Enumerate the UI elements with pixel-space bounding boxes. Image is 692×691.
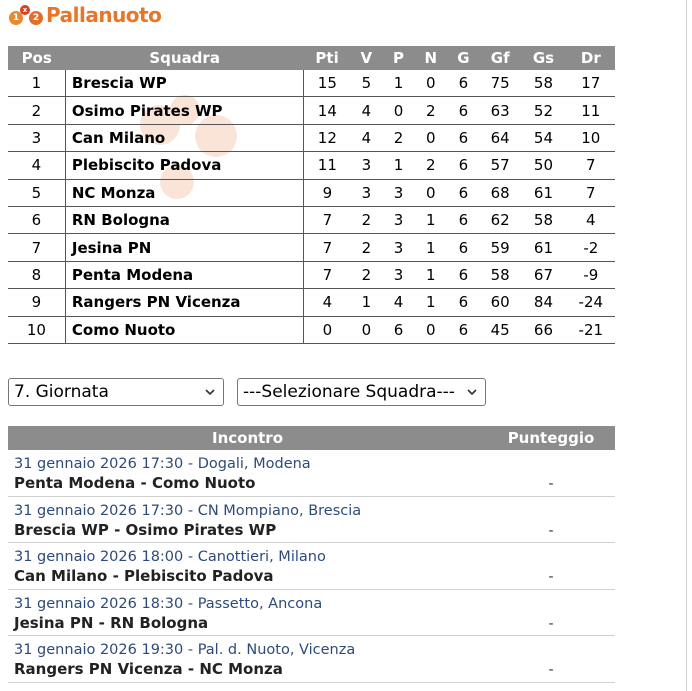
table-cell: 61: [520, 234, 566, 261]
round-select[interactable]: [8, 378, 224, 406]
table-cell: 0: [415, 70, 447, 97]
table-cell: 15: [304, 70, 350, 97]
match-teams: Jesina PN - RN Bologna: [14, 613, 209, 632]
table-cell: 3: [8, 124, 65, 151]
chevron-down-icon: [465, 385, 479, 399]
table-cell: 9: [8, 289, 65, 316]
table-cell: 64: [480, 124, 520, 151]
water-polo-balls-icon: [8, 2, 46, 28]
match-info: 31 gennaio 2026 19:30 - Pal. d. Nuoto, Vicenza: [14, 642, 356, 658]
table-cell: 6: [447, 234, 480, 261]
table-cell: 4: [350, 124, 382, 151]
column-header: Gs: [520, 46, 566, 70]
team-name: Brescia WP: [65, 70, 304, 97]
table-cell: 58: [520, 206, 566, 233]
round-select-value: 7. Giornata: [14, 382, 109, 402]
match-score: -: [548, 615, 554, 632]
team-select-value: ---Selezionare Squadra---: [243, 382, 455, 402]
table-cell: 4: [304, 289, 350, 316]
match-info: 31 gennaio 2026 18:30 - Passetto, Ancona: [14, 595, 323, 612]
table-cell: 2: [8, 97, 65, 124]
table-cell: 7: [304, 206, 350, 233]
table-cell: 4: [350, 97, 382, 124]
table-cell: 2: [382, 124, 414, 151]
table-row: [8, 179, 615, 206]
table-cell: 6: [447, 124, 480, 151]
logo-ball-x: x: [20, 5, 30, 15]
table-row: [8, 152, 615, 179]
table-cell: 59: [480, 234, 520, 261]
team-name: NC Monza: [65, 179, 304, 206]
table-cell: 1: [415, 206, 447, 233]
match-score: -: [548, 476, 554, 492]
table-row: [8, 70, 615, 97]
table-cell: 11: [567, 97, 615, 124]
table-row: [8, 124, 615, 151]
table-cell: 5: [8, 179, 65, 206]
column-header: Dr: [567, 46, 615, 70]
team-name: Rangers PN Vicenza: [65, 289, 304, 316]
table-row: [8, 97, 615, 124]
table-cell: 4: [382, 289, 414, 316]
table-cell: 4: [567, 206, 615, 233]
table-cell: 54: [520, 124, 566, 151]
table-cell: 68: [480, 179, 520, 206]
header-score: Punteggio: [507, 429, 595, 447]
match-score: -: [548, 522, 554, 539]
match-row[interactable]: [8, 590, 615, 637]
table-cell: 3: [350, 179, 382, 206]
matches-header-row: [8, 426, 615, 450]
table-cell: 6: [447, 70, 480, 97]
table-cell: 7: [567, 179, 615, 206]
column-header: Pti: [304, 46, 350, 70]
site-logo[interactable]: [8, 2, 161, 28]
table-cell: 63: [480, 97, 520, 124]
table-cell: 0: [304, 316, 350, 343]
team-name: Penta Modena: [65, 261, 304, 288]
table-cell: 1: [382, 152, 414, 179]
table-cell: -9: [567, 261, 615, 288]
team-name: Como Nuoto: [65, 316, 304, 343]
column-header: Gf: [480, 46, 520, 70]
table-cell: 8: [8, 261, 65, 288]
column-header: N: [415, 46, 447, 70]
table-cell: 3: [382, 206, 414, 233]
column-header: P: [382, 46, 414, 70]
table-cell: 6: [447, 261, 480, 288]
logo-ball-2: 2: [29, 11, 43, 25]
match-teams: Penta Modena - Como Nuoto: [14, 474, 256, 492]
table-cell: -2: [567, 234, 615, 261]
table-cell: 2: [415, 152, 447, 179]
team-name: Can Milano: [65, 124, 304, 151]
standings-header-row: [8, 46, 615, 70]
column-header: Squadra: [65, 46, 304, 70]
matches-table: [8, 426, 615, 683]
table-cell: 7: [567, 152, 615, 179]
table-cell: 4: [8, 152, 65, 179]
match-score: -: [548, 662, 554, 678]
table-cell: 1: [382, 70, 414, 97]
match-row[interactable]: [8, 543, 615, 590]
table-cell: 2: [415, 97, 447, 124]
table-cell: 0: [350, 316, 382, 343]
table-cell: 60: [480, 289, 520, 316]
table-cell: 45: [480, 316, 520, 343]
team-name: Osimo Pirates WP: [65, 97, 304, 124]
table-cell: 10: [567, 124, 615, 151]
logo-ball-1: 1: [9, 11, 23, 25]
match-teams: Brescia WP - Osimo Pirates WP: [14, 520, 277, 539]
table-cell: 84: [520, 289, 566, 316]
team-name: Plebiscito Padova: [65, 152, 304, 179]
table-row: [8, 316, 615, 343]
table-cell: 9: [304, 179, 350, 206]
table-cell: 52: [520, 97, 566, 124]
table-cell: 0: [382, 97, 414, 124]
table-cell: 6: [447, 179, 480, 206]
table-row: [8, 289, 615, 316]
column-header: V: [350, 46, 382, 70]
table-cell: 50: [520, 152, 566, 179]
table-cell: 1: [350, 289, 382, 316]
table-cell: 3: [382, 234, 414, 261]
table-cell: 17: [567, 70, 615, 97]
table-cell: 3: [382, 261, 414, 288]
table-cell: 6: [447, 289, 480, 316]
table-cell: 0: [415, 179, 447, 206]
column-header: Pos: [8, 46, 65, 70]
table-cell: 75: [480, 70, 520, 97]
table-row: [8, 261, 615, 288]
header-match: Incontro: [211, 429, 283, 447]
table-cell: 6: [382, 316, 414, 343]
table-cell: 14: [304, 97, 350, 124]
table-cell: 5: [350, 70, 382, 97]
match-teams: Can Milano - Plebiscito Padova: [14, 567, 274, 585]
team-select[interactable]: [237, 378, 486, 406]
table-cell: 12: [304, 124, 350, 151]
match-info: 31 gennaio 2026 17:30 - Dogali, Modena: [14, 456, 311, 472]
table-cell: 11: [304, 152, 350, 179]
table-cell: 6: [447, 97, 480, 124]
table-cell: -24: [567, 289, 615, 316]
match-info: 31 gennaio 2026 18:00 - Canottieri, Milano: [14, 549, 326, 565]
table-row: [8, 234, 615, 261]
table-cell: 7: [304, 234, 350, 261]
table-cell: 0: [415, 316, 447, 343]
match-score: -: [548, 569, 554, 585]
table-cell: 1: [8, 70, 65, 97]
table-cell: 57: [480, 152, 520, 179]
table-cell: 58: [480, 261, 520, 288]
table-row: [8, 206, 615, 233]
table-cell: 2: [350, 261, 382, 288]
table-cell: 3: [350, 152, 382, 179]
table-cell: 1: [415, 234, 447, 261]
logo-text: Pallanuoto: [46, 3, 162, 27]
table-cell: 1: [415, 289, 447, 316]
table-cell: 7: [8, 234, 65, 261]
table-cell: 3: [382, 179, 414, 206]
table-cell: 0: [415, 124, 447, 151]
table-cell: 1: [415, 261, 447, 288]
table-cell: 66: [520, 316, 566, 343]
match-teams: Rangers PN Vicenza - NC Monza: [14, 660, 283, 678]
chevron-down-icon: [203, 385, 217, 399]
table-cell: 58: [520, 70, 566, 97]
table-cell: 7: [304, 261, 350, 288]
table-cell: 2: [350, 206, 382, 233]
team-name: RN Bologna: [65, 206, 304, 233]
match-row[interactable]: [8, 636, 615, 683]
table-cell: 6: [8, 206, 65, 233]
page-edge-divider: [686, 0, 687, 691]
table-cell: 61: [520, 179, 566, 206]
match-info: 31 gennaio 2026 17:30 - CN Mompiano, Brescia: [14, 502, 362, 519]
table-cell: 67: [520, 261, 566, 288]
column-header: G: [447, 46, 480, 70]
table-cell: 6: [447, 316, 480, 343]
table-cell: 6: [447, 206, 480, 233]
table-cell: 10: [8, 316, 65, 343]
table-cell: 62: [480, 206, 520, 233]
team-name: Jesina PN: [65, 234, 304, 261]
match-row[interactable]: [8, 497, 615, 544]
table-cell: -21: [567, 316, 615, 343]
match-row[interactable]: [8, 450, 615, 497]
table-cell: 2: [350, 234, 382, 261]
standings-table: [8, 46, 615, 344]
table-cell: 6: [447, 152, 480, 179]
